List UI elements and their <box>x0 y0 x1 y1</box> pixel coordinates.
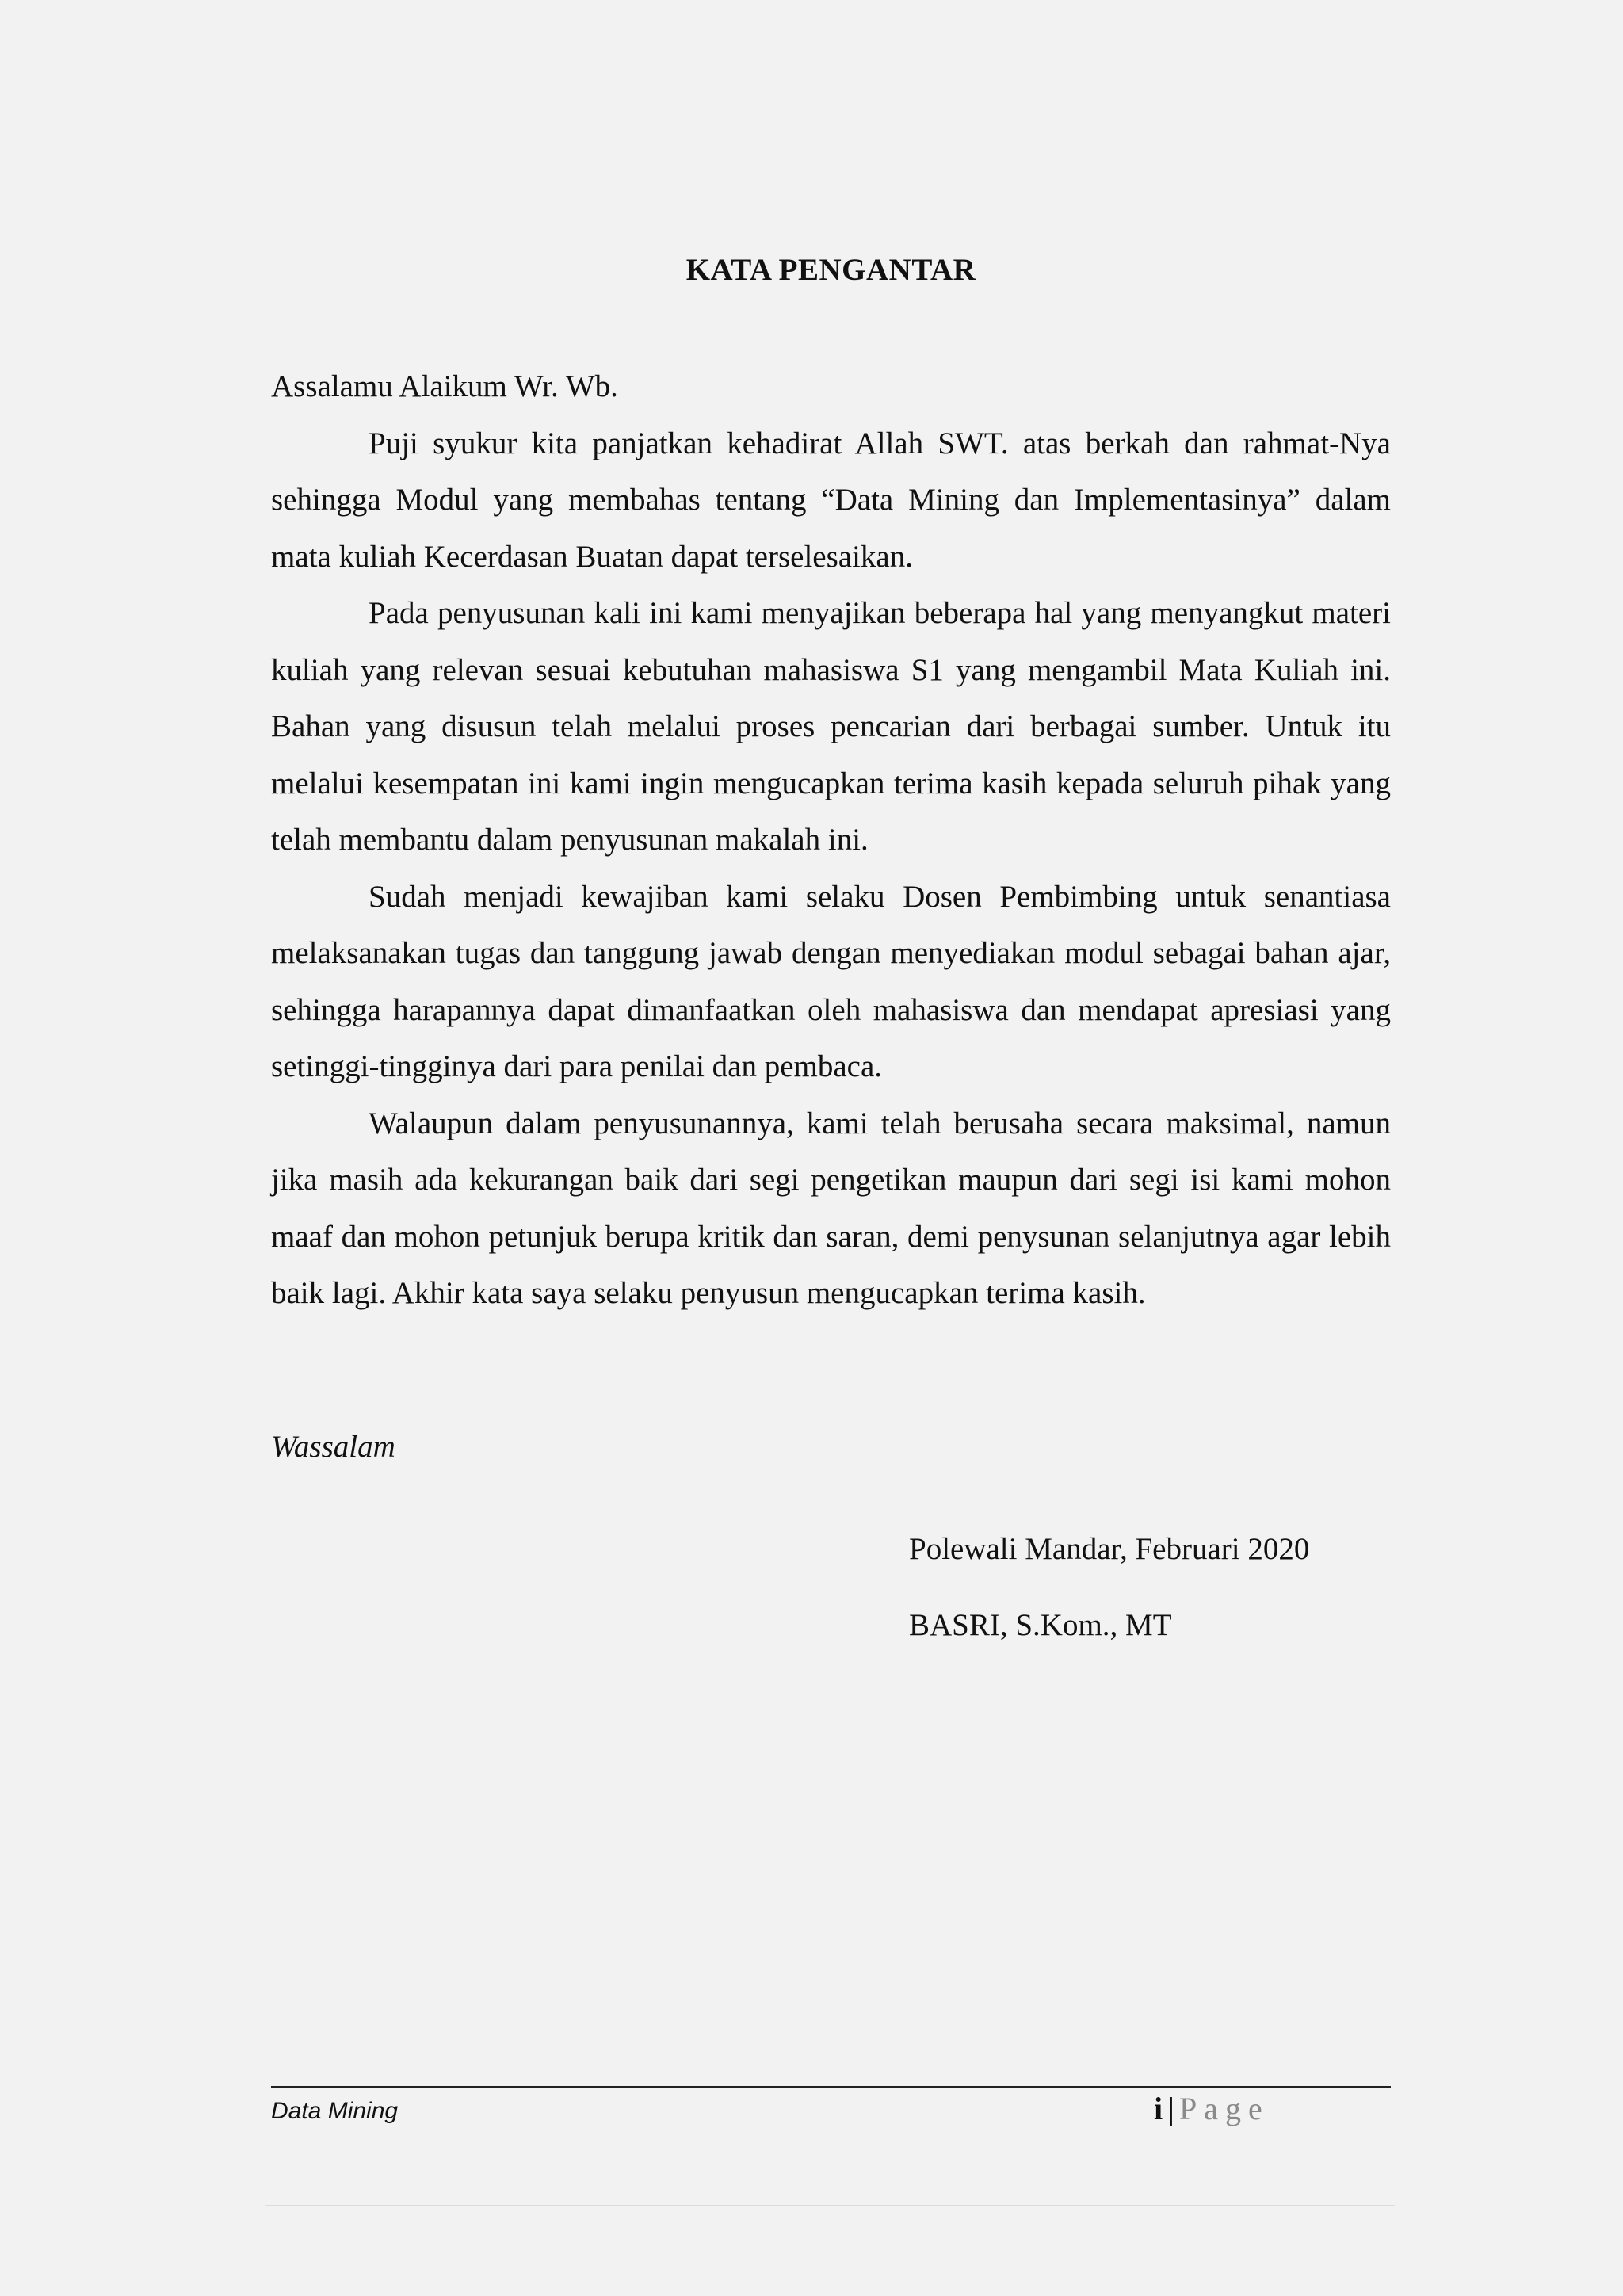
footer-page-label <box>1154 2091 1270 2127</box>
page-bottom-edge <box>265 2205 1395 2206</box>
page-word: Page <box>1178 2091 1270 2126</box>
paragraph-2: Pada penyusunan kali ini kami menyajikan beberapa hal yang menyangkut materi kuliah yang relevan sesuai kebutuhan mahasiswa S1 yang mengambil Mata Kuliah ini. Bahan yang disusun telah melalui proses pencarian dari berbagai sumber. Untuk itu melalui kesempatan ini kami ingin mengucapkan terima kasih kepada seluruh pihak yang telah membantu dalam penyusunan makalah ini. <box>271 596 1391 857</box>
paragraph-3: Sudah menjadi kewajiban kami selaku Dosen Pembimbing untuk senantiasa melaksanakan tugas dan tanggung jawab dengan menyediakan modul sebagai bahan ajar, sehingga harapannya dapat dimanfaatkan oleh mahasiswa dan mendapat apresiasi yang setinggi-tingginya dari para penilai dan pembaca. <box>271 879 1391 1083</box>
document-body <box>271 358 1391 1322</box>
page-number: i <box>1154 2091 1163 2126</box>
greeting: Assalamu Alaikum Wr. Wb. <box>271 369 618 403</box>
signature-name: BASRI, S.Kom., MT <box>909 1608 1172 1642</box>
signature-place-date: Polewali Mandar, Februari 2020 <box>909 1532 1310 1566</box>
page-separator: | <box>1167 2091 1174 2126</box>
paragraph-4: Walaupun dalam penyusunannya, kami telah berusaha secara maksimal, namun jika masih ada kekurangan baik dari segi pengetikan maupun dari segi isi kami mohon maaf dan mohon petunjuk berupa kritik dan saran, demi penysunan selanjutnya agar lebih baik lagi. Akhir kata saya selaku penyusun mengucapkan terima kasih. <box>271 1106 1391 1310</box>
footer-divider <box>271 2086 1391 2088</box>
page-title: KATA PENGANTAR <box>685 253 976 287</box>
closing-salutation: Wassalam <box>271 1430 395 1464</box>
paragraph-1: Puji syukur kita panjatkan kehadirat Allah SWT. atas berkah dan rahmat-Nya sehingga Modul yang membahas tentang “Data Mining dan Implementasinya” dalam mata kuliah Kecerdasan Buatan dapat terselesaikan. <box>271 426 1391 574</box>
footer-document-title: Data Mining <box>271 2098 399 2124</box>
